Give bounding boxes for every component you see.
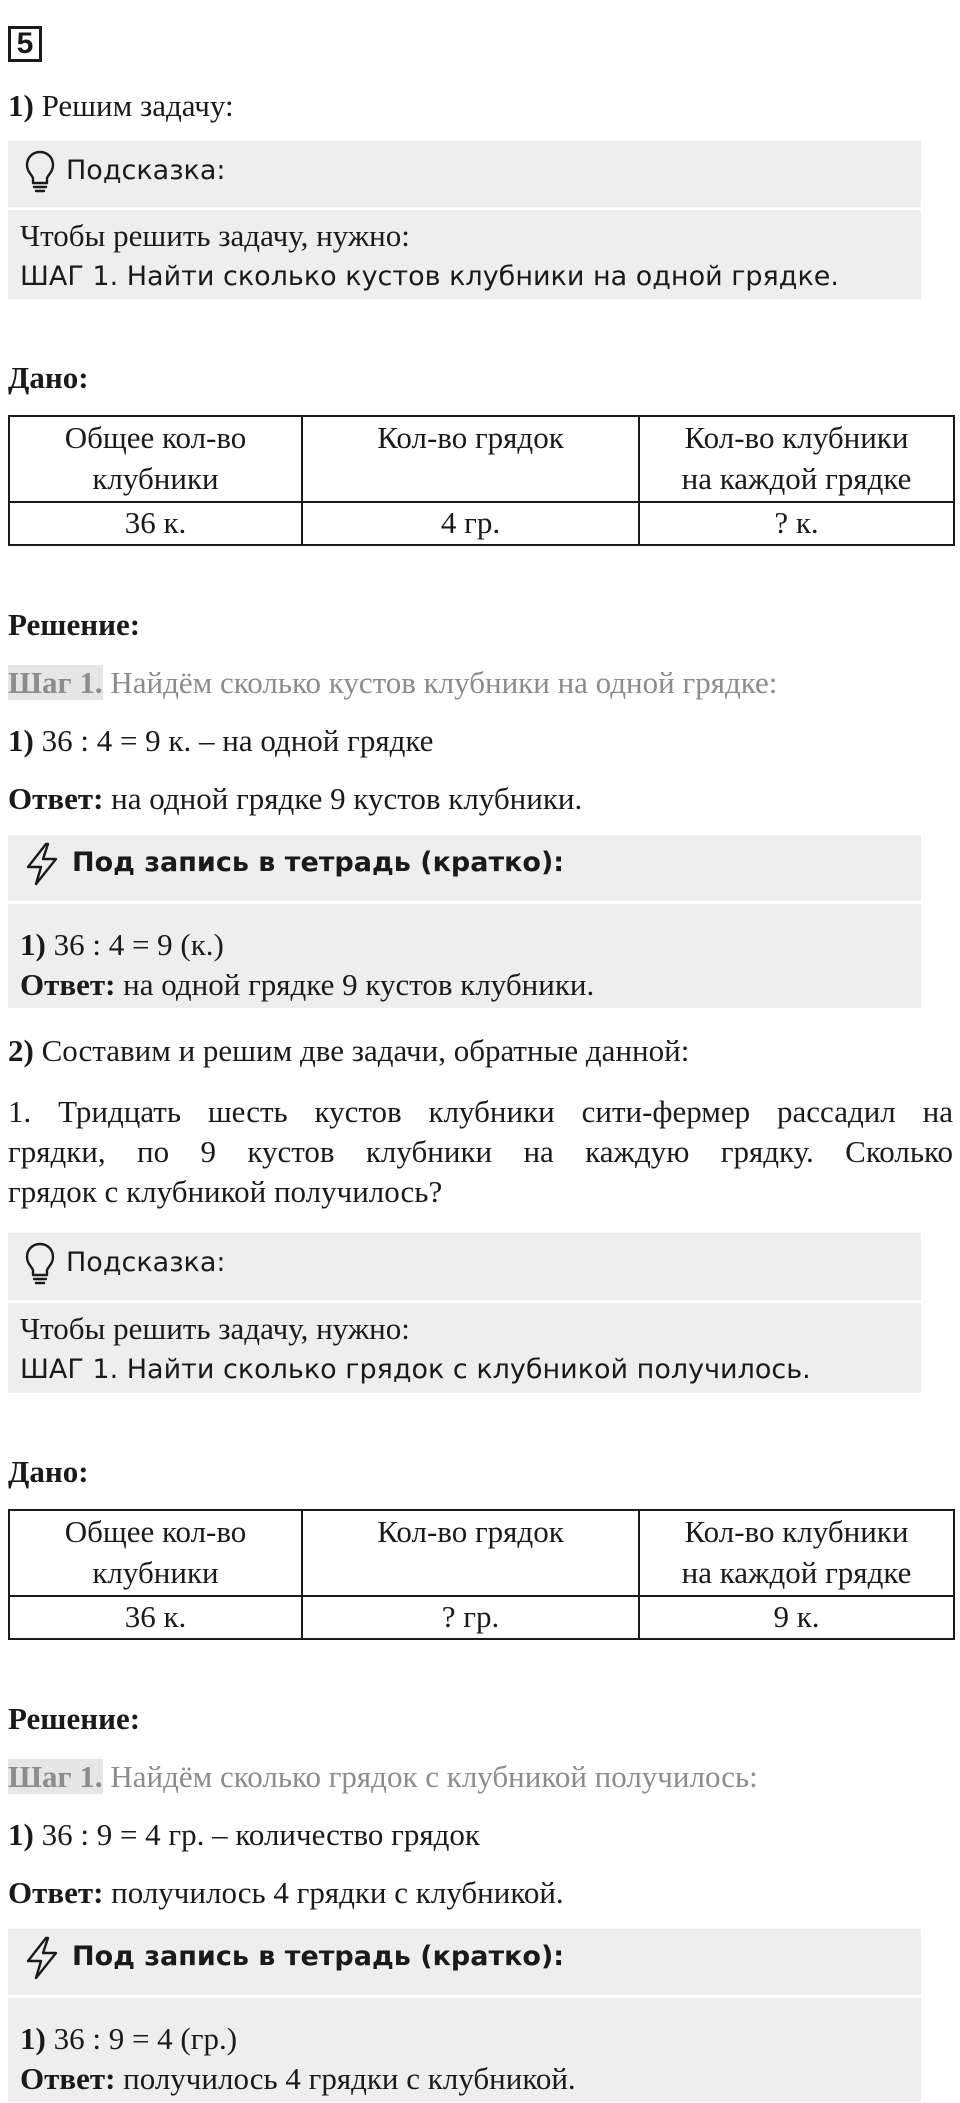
hint-step [20, 257, 839, 297]
given-value-total: 36 к. [9, 1596, 302, 1639]
calc-line-2 [8, 1815, 480, 1855]
given-header-beds: Кол-во грядок [302, 416, 639, 502]
notebook-divider [8, 901, 921, 904]
hint-panel-2 [8, 1233, 921, 1393]
lightbulb-icon [24, 149, 56, 193]
part1-heading [8, 86, 234, 126]
given-value-beds: 4 гр. [302, 502, 639, 545]
given-value-per-bed: 9 к. [639, 1596, 954, 1639]
given-table-value-row [9, 502, 954, 545]
notebook-title: Под запись в тетрадь (кратко): [72, 847, 565, 878]
solution-step-text: Найдём сколько грядок с клубникой получилось: [110, 1759, 758, 1794]
given-header-total: Общее кол-во клубники [9, 1510, 302, 1596]
calc-num: 1) [8, 1817, 34, 1852]
given-value-per-bed: ? к. [639, 502, 954, 545]
problem-line-1: 1. Тридцать шесть кустов клубники сити-фермер рассадил на [8, 1094, 953, 1129]
problem-line-3: грядок с клубникой получилось? [8, 1174, 443, 1209]
notebook-panel-1 [8, 835, 921, 1008]
solution-label-1: Решение: [8, 607, 141, 642]
notebook-answer: Ответ: получилось 4 грядки с клубникой. [20, 2061, 576, 2096]
solution-step-label: Шаг 1. [8, 1759, 103, 1794]
lightbulb-icon [24, 1241, 56, 1285]
notebook-answer: Ответ: на одной грядке 9 кустов клубники. [20, 967, 595, 1002]
lightning-icon [22, 1935, 62, 1981]
solution-step-label: Шаг 1. [8, 665, 103, 700]
hint-step-text: Найти сколько грядок с клубникой получилось. [126, 1354, 811, 1385]
hint-divider [8, 1300, 921, 1303]
notebook-calc: 1) 36 : 4 = 9 (к.) [20, 927, 224, 962]
hint-step-text: Найти сколько кустов клубники на одной грядке. [126, 261, 839, 292]
given-header-per-bed: Кол-во клубники на каждой грядке [639, 416, 954, 502]
solution-step-text: Найдём сколько кустов клубники на одной грядке: [110, 665, 778, 700]
part1-heading-num: 1) [8, 88, 34, 123]
answer-label: Ответ: [8, 1875, 104, 1910]
solution-step-2 [8, 1757, 758, 1797]
problem-line-2: грядки, по 9 кустов клубники на каждую грядку. Сколько [8, 1134, 953, 1169]
calc-line-1 [8, 721, 433, 761]
answer-line-1 [8, 779, 582, 819]
hint-title: Подсказка: [66, 1247, 226, 1278]
problem-text [8, 1092, 953, 1212]
hint-line: Чтобы решить задачу, нужно: [20, 218, 410, 253]
solution-step-1 [8, 663, 777, 703]
part2-heading-text: Составим и решим две задачи, обратные данной: [41, 1033, 690, 1068]
given-label-1: Дано: [8, 360, 89, 395]
calc-text: 36 : 9 = 4 гр. – количество грядок [41, 1817, 480, 1852]
hint-step-label: ШАГ 1. [20, 261, 119, 292]
hint-line: Чтобы решить задачу, нужно: [20, 1311, 410, 1346]
task-number-box: 5 [8, 26, 42, 62]
hint-panel-1 [8, 141, 921, 299]
notebook-divider [8, 1995, 921, 1998]
given-header-per-bed: Кол-во клубники на каждой грядке [639, 1510, 954, 1596]
answer-line-2 [8, 1873, 564, 1913]
calc-text: 36 : 4 = 9 к. – на одной грядке [41, 723, 434, 758]
given-table-value-row [9, 1596, 954, 1639]
answer-label: Ответ: [8, 781, 104, 816]
answer-text: на одной грядке 9 кустов клубники. [111, 781, 583, 816]
part1-heading-text: Решим задачу: [41, 88, 234, 123]
hint-divider [8, 207, 921, 210]
given-header-total: Общее кол-во клубники [9, 416, 302, 502]
hint-title: Подсказка: [66, 155, 226, 186]
given-table-header-row [9, 1510, 954, 1596]
hint-step-label: ШАГ 1. [20, 1354, 119, 1385]
part2-heading [8, 1031, 689, 1071]
given-value-beds: ? гр. [302, 1596, 639, 1639]
part2-heading-num: 2) [8, 1033, 34, 1068]
given-table-2 [8, 1509, 955, 1640]
calc-num: 1) [8, 723, 34, 758]
lightning-icon [22, 841, 62, 887]
given-table-1 [8, 415, 955, 546]
hint-step [20, 1350, 811, 1390]
solution-label-2: Решение: [8, 1701, 141, 1736]
given-header-beds: Кол-во грядок [302, 1510, 639, 1596]
notebook-calc: 1) 36 : 9 = 4 (гр.) [20, 2021, 238, 2056]
given-table-header-row [9, 416, 954, 502]
given-value-total: 36 к. [9, 502, 302, 545]
notebook-panel-2 [8, 1929, 921, 2102]
notebook-title: Под запись в тетрадь (кратко): [72, 1941, 565, 1972]
answer-text: получилось 4 грядки с клубникой. [111, 1875, 564, 1910]
given-label-2: Дано: [8, 1454, 89, 1489]
